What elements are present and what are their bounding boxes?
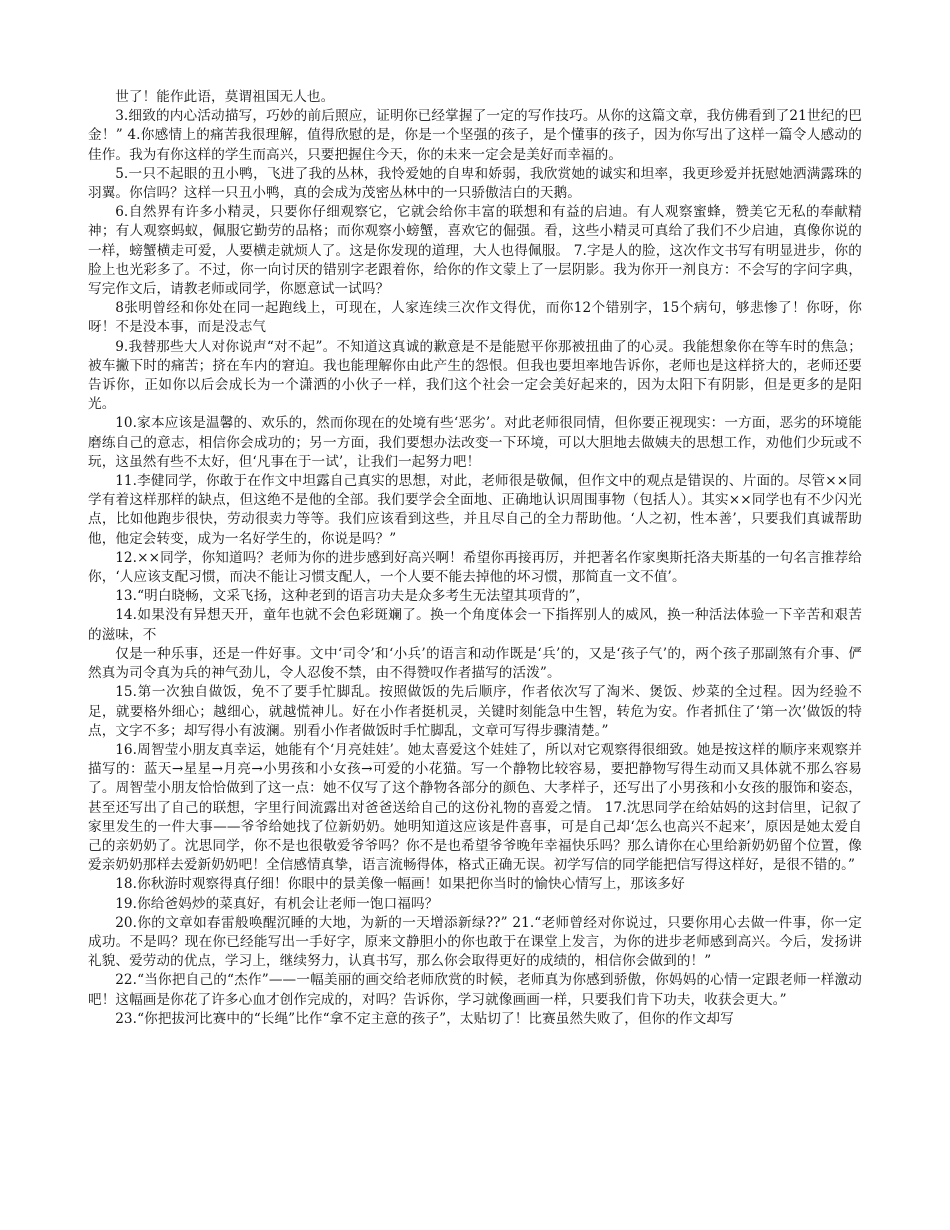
paragraph-3: 5.一只不起眼的丑小鸭，飞进了我的丛林，我怜爱她的自卑和娇弱，我欣赏她的诚实和坦率，我更珍爱并抚慰她洒满露珠的羽翼。你信吗？这样一只丑小鸭，真的会成为茂密丛林中的一只骄傲洁白的天鹅。 [88,165,862,202]
paragraph-16: 19.你给爸妈炒的菜真好，有机会让老师一饱口福吗？ [115,895,439,912]
paragraph-6: 9.我替那些大人对你说声“对不起”。不知道这真诚的歉意是不是能慰平你那被扭曲了的心灵。我能想象你在等车时的焦急；被车撇下时的痛苦；挤在车内的窘迫。我也能理解你由此产生的怨恨。但我也要坦率地告诉你，老师也是这样挤大的，老师还要告诉你，正如你以后会成长为一个潇洒的小伙子一样，我们这个社会一定会美好起来的，因为太阳下有阴影，但是更多的是阳光。 [88,338,862,413]
paragraph-4: 6.自然界有许多小精灵，只要你仔细观察它，它就会给你丰富的联想和有益的启迪。有人观察蜜蜂，赞美它无私的奉献精神；有人观察蚂蚁，佩服它勤劳的品格；而你观察小螃蟹，喜欢它的倔强。看，这些小精灵可真给了我们不少启迪，真像你说的一样，螃蟹横走可爱，人要横走就烦人了。这是你发现的道理，大人也得佩服。 7.字是人的脸，这次作文书写有明显进步，你的脸上也光彩多了。不过，你一向讨厌的错别字老跟着你，给你的作文蒙上了一层阴影。我为你开一剂良方：不会写的字问字典，写完作文后，请教老师或同学，你愿意试一试吗？ [88,204,862,298]
paragraph-15: 18.你秋游时观察得真仔细！你眼中的景美像一幅画！如果把你当时的愉快心情写上，那该多好 [115,876,685,893]
document-page [88,88,862,1029]
paragraph-19: 23.“你把拔河比赛中的“长绳”比作“拿不定主意的孩子”，太贴切了！比赛虽然失败了，但你的作文却写 [115,1010,734,1027]
paragraph-17: 20.你的文章如春雷般唤醒沉睡的大地，为新的一天增添新绿??” 21.“老师曾经对你说过，只要你用心去做一件事，你一定成功。不是吗？现在你已经能写出一手好字，原来文静胆小的你也敢于在课堂上发言，为你的进步老师感到高兴。今后，发扬讲礼貌、爱劳动的优点，学习上，继续努力，认真书写，那么你会取得更好的成绩的，相信你会做到的！” [88,914,862,970]
paragraph-14: 16.周智莹小朋友真幸运，她能有个‘月亮娃娃’。她太喜爱这个娃娃了，所以对它观察得很细致。她是按这样的顺序来观察并描写的：蓝天→星星→月亮→小男孩和小女孩→可爱的小花猫。写一个静物比较容易，要把静物写得生动而又具体就不那么容易了。周智莹小朋友恰恰做到了这一点：她不仅写了这个静物各部分的颜色、大孝样子，还写出了小男孩和小女孩的服饰和姿态，甚至还写出了自己的联想，字里行间流露出对爸爸送给自己的这份礼物的喜爱之情。 17.沈思同学在给姑妈的这封信里，记叙了家里发生的一件大事——爷爷给她找了位新奶奶。她明知道这应该是件喜事，可是自己却‘怎么也高兴不起来’，原因是她太爱自己的亲奶奶了。沈思同学，你不是也很敬爱爷爷吗？你不是也希望爷爷晚年幸福快乐吗？那么请你在心里给新奶奶留个位置，像爱亲奶奶那样去爱新奶奶吧！全信感情真挚，语言流畅得体，格式正确无误。初学写信的同学能把信写得这样好，是很不错的。” [88,741,862,874]
paragraph-1: 世了！能作此语，莫谓祖国无人也。 [115,89,335,105]
paragraph-11: 14.如果没有异想天开，童年也就不会色彩斑斓了。换一个角度体会一下指挥别人的威风，换一种活法体验一下辛苦和艰苦的滋味，不 [88,607,862,643]
paragraph-7: 10.家本应该是温馨的、欢乐的，然而你现在的处境有些‘恶劣’。对此老师很同情，但你要正视现实：一方面，恶劣的环境能磨练自己的意志，相信你会成功的；另一方面，我们要想办法改变一下环境，可以大胆地去做姨夫的思想工作，劝他们少玩或不玩，这虽然有些不太好，但‘凡事在于一试’，让我们一起努力吧！ [88,415,862,470]
paragraph-5: 8张明曾经和你处在同一起跑线上，可现在，人家连续三次作文得优，而你12个错别字，15个病句，够悲惨了！你呀，你呀！不是没本事，而是没志气 [88,300,862,336]
paragraph-10: 13.“明白晓畅，文采飞扬，这种老到的语言功夫是众多考生无法望其项背的”， [115,588,590,605]
paragraph-18: 22.“当你把自己的“杰作”——一幅美丽的画交给老师欣赏的时候，老师真为你感到骄傲，你妈妈的心情一定跟老师一样激动吧！这幅画是你花了许多心血才创作完成的，对吗？告诉你，学习就像画画一样，只要我们肯下功夫，收获会更大。” [88,972,862,1008]
paragraph-8: 11.李健同学，你敢于在作文中坦露自己真实的思想，对此，老师很是敬佩，但作文中的观点是错误的、片面的。尽管××同学有着这样那样的缺点，但这绝不是他的全部。我们要学会全面地、正确地认识周围事物（包括人）。其实××同学也有不少闪光点，比如他跑步很快，劳动很卖力等等。我们应该看到这些，并且尽自己的全力帮助他。‘人之初，性本善’，只要我们真诚帮助他，他定会转变，成为一名好学生的，你说是吗？” [88,473,862,547]
paragraph-9: 12.××同学，你知道吗？老师为你的进步感到好高兴啊！希望你再接再厉，并把著名作家奥斯托洛夫斯基的一句名言推荐给你，‘人应该支配习惯，而决不能让习惯支配人，一个人要不能去掉他的坏习惯，那简直一文不值’。 [88,549,862,586]
paragraph-2: 3.细致的内心活动描写，巧妙的前后照应，证明你已经掌握了一定的写作技巧。从你的这篇文章，我仿佛看到了21世纪的巴金！” 4.你感情上的痛苦我很理解，值得欣慰的是，你是一个坚强的孩子，是个懂事的孩子，因为你写出了这样一篇令人感动的佳作。我为有你这样的学生而高兴，只要把握住今天，你的未来一定会是美好而幸福的。 [88,108,862,163]
paragraph-12: 仅是一种乐事，还是一件好事。文中‘司令’和‘小兵’的语言和动作既是‘兵’的，又是‘孩子气’的，两个孩子那副煞有介事、俨然真为司令真为兵的神气劲儿，令人忍俊不禁，由不得赞叹作者描写的活泼”。 [88,645,862,682]
paragraph-13: 15.第一次独自做饭，免不了要手忙脚乱。按照做饭的先后顺序，作者依次写了淘米、煲饭、炒菜的全过程。因为经验不足，就要格外细心；越细心，就越慌神儿。好在小作者挺机灵，关键时刻能急中生智，转危为安。作者抓住了‘第一次’做饭的特点，文字不多；却写得小有波澜。别看小作者做饭时手忙脚乱，文章可写得步骤清楚。” [88,684,862,739]
